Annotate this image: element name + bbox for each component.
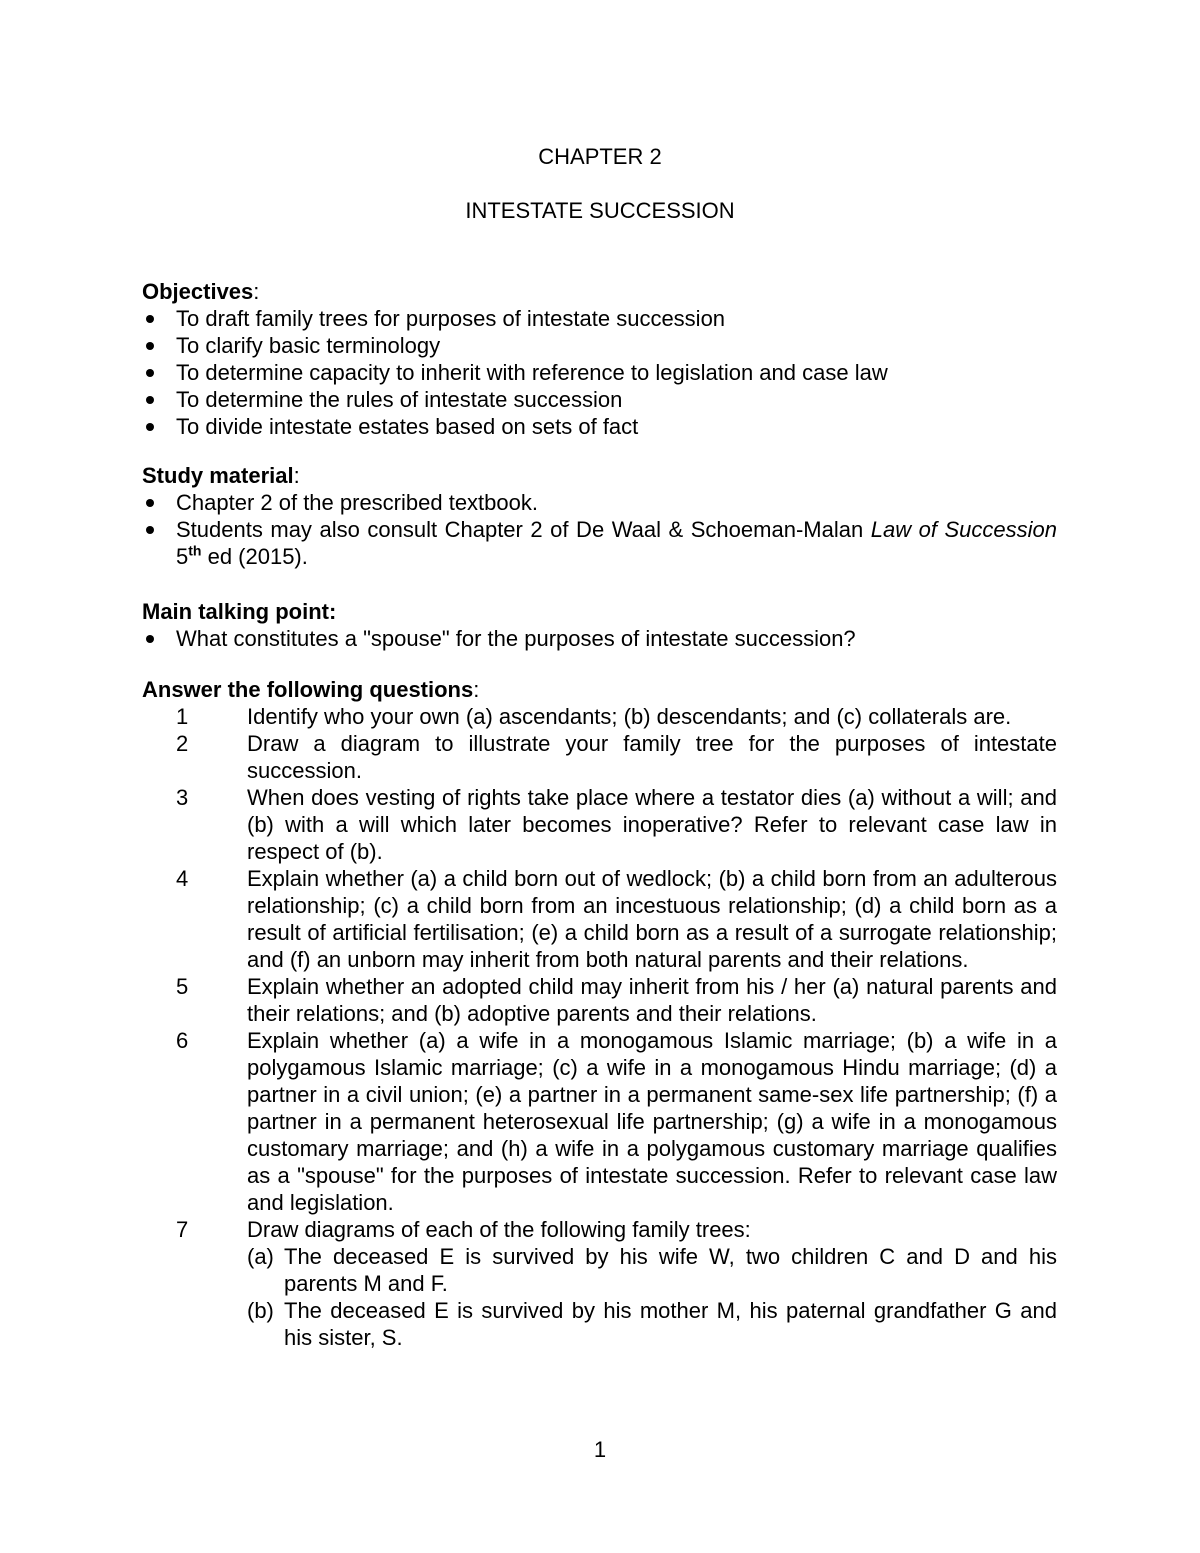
list-item: Chapter 2 of the prescribed textbook. [142,489,1057,516]
talking-point-list [142,625,1057,652]
question-item: 4 Explain whether (a) a child born out of wedlock; (b) a child born from an adulterous relationship; (c) a child born from an incestuous relationship; (d) a child born as a result of artificial fertilisation; (e) a child born as a result of a surrogate relationship; and (f) an unborn may inherit from both natural parents and their relations. [176,866,1057,972]
question-number: 1 [176,704,189,729]
list-item: What constitutes a "spouse" for the purposes of intestate succession? [142,625,1057,652]
list-item: To clarify basic terminology [142,332,1057,359]
objectives-list [142,305,1057,440]
question-item: 3 When does vesting of rights take place where a testator dies (a) without a will; and (b) with a will which later becomes inoperative? Refer to relevant case law in respect of (b). [176,785,1057,864]
objectives-section [142,278,1057,440]
study-material-list [142,489,1057,570]
question-item: 5 Explain whether an adopted child may inherit from his / her (a) natural parents and their relations; and (b) adoptive parents and their relations. [176,974,1057,1026]
question-item: 6 Explain whether (a) a wife in a monogamous Islamic marriage; (b) a wife in a polygamous Islamic marriage; (c) a wife in a monogamous Hindu marriage; (d) a partner in a civil union; (e) a partner in a permanent same-sex life partnership; (f) a partner in a permanent heterosexual life partnership; (g) a wife in a monogamous customary marriage; and (h) a wife in a polygamous customary marriage qualifies as a "spouse" for the purposes of intestate succession. Refer to relevant case law and legislation. [176,1028,1057,1215]
list-item: To determine the rules of intestate succession [142,386,1057,413]
sub-question: (a) The deceased E is survived by his wife W, two children C and D and his parents M and F. [247,1244,1057,1296]
study-material-section [142,462,1057,570]
question-number: 6 [176,1028,189,1053]
sub-question-label: (a) [247,1244,274,1269]
sub-question-label: (b) [247,1298,274,1323]
question-item: 1 Identify who your own (a) ascendants; (b) descendants; and (c) collaterals are. [176,704,1012,729]
list-item: Students may also consult Chapter 2 of De Waal & Schoeman-Malan Law of Succession 5th ed (2015). [142,516,1057,570]
questions-section [142,676,1057,1351]
question-number: 7 [176,1217,189,1242]
talking-point-heading: Main talking point: [142,599,337,624]
talking-point-section [142,598,1057,652]
question-item: 7 Draw diagrams of each of the following family trees: (a) The deceased E is survived by his wife W, two children C and D and his parents M and F. (b) The deceased E is survived by his mother M, his paternal grandfather G and his sister, S. [176,1217,1057,1350]
chapter-title: INTESTATE SUCCESSION [465,198,735,223]
objectives-heading: Objectives: [142,279,260,304]
question-number: 2 [176,731,189,756]
chapter-heading: CHAPTER 2 [538,144,662,169]
list-item: To draft family trees for purposes of intestate succession [142,305,1057,332]
question-item: 2 Draw a diagram to illustrate your family tree for the purposes of intestate succession. [176,731,1057,783]
book-title: Law of Succession [870,517,1057,542]
study-material-heading: Study material: [142,463,300,488]
sub-question: (b) The deceased E is survived by his mother M, his paternal grandfather G and his sister, S. [247,1298,1057,1350]
question-number: 3 [176,785,189,810]
questions-list [142,703,1057,1351]
question-number: 5 [176,974,189,999]
page-number: 1 [593,1437,607,1462]
list-item: To divide intestate estates based on sets of fact [142,413,1057,440]
list-item: To determine capacity to inherit with reference to legislation and case law [142,359,1057,386]
questions-heading: Answer the following questions: [142,677,480,702]
question-number: 4 [176,866,189,891]
